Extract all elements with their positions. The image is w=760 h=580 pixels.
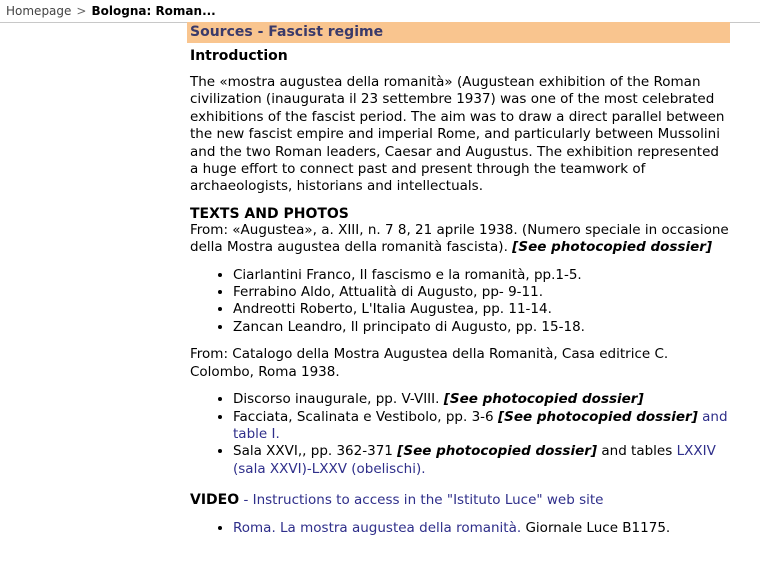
list-item: • Zancan Leandro, Il principato di Augusto, pp. 15-18. [233, 319, 730, 336]
tables-lxxiv-lxxv-link[interactable]: LXXIV (sala XXVI)-LXXV (obelischi). [233, 443, 716, 477]
catalogo-list [190, 391, 730, 478]
breadcrumb-home-link[interactable]: Homepage [6, 4, 72, 18]
breadcrumb-separator: > [76, 4, 87, 18]
list-item-text: Sala XXVI,, pp. 362-371 [233, 443, 393, 460]
breadcrumb-current: Bologna: Roman... [91, 4, 216, 18]
introduction-heading: Introduction [190, 48, 288, 64]
table-i-link[interactable]: and table I. [233, 408, 728, 442]
introduction-text: The «mostra augustea della romanità» (Augustean exhibition of the Roman civilization (inaugurata il 23 settembre 1937) was one of the most celebrated exhibitions of the fascist period. The aim was to draw a direct parallel between the new fascist empire and imperial Rome, and particularly between Mussolini and the two Roman leaders, Caesar and Augustus. The exhibition represented a huge effort to connect past and present through the teamwork of archaeologists, historians and intellectuals. [190, 74, 725, 195]
list-item-tail: Giornale Luce B1175. [525, 519, 671, 536]
dossier-note: [See photocopied dossier] [397, 443, 598, 460]
list-item: • Ferrabino Aldo, Attualità di Augusto, pp- 9-11. [233, 284, 730, 301]
list-item: • Ciarlantini Franco, Il fascismo e la romanità, pp.1-5. [233, 267, 730, 284]
augustea-articles-list [190, 267, 730, 337]
list-item: • Andreotti Roberto, L'Italia Augustea, pp. 11-14. [233, 301, 730, 318]
video-mostra-link[interactable]: Roma. La mostra augustea della romanità. [233, 519, 522, 536]
dossier-note: [See photocopied dossier] [512, 239, 713, 256]
dossier-note: [See photocopied dossier] [497, 408, 698, 425]
source-augustea-text: From: «Augustea», a. XIII, n. 7 8, 21 aprile 1938. (Numero speciale in occasione della Mostra augustea della romanità fascista). [190, 221, 729, 256]
istituto-luce-link[interactable]: Instructions to access in the "Istituto Luce" web site [252, 492, 604, 509]
list-item [233, 409, 730, 444]
dossier-note: [See photocopied dossier] [443, 391, 644, 408]
source-catalogo: From: Catalogo della Mostra Augustea della Romanità, Casa editrice C. Colombo, Roma 1938. [190, 346, 669, 380]
list-item [233, 443, 730, 478]
texts-photos-heading: TEXTS AND PHOTOS [190, 205, 349, 222]
section-header: Sources - Fascist regime [187, 22, 730, 43]
list-item-text: Facciata, Scalinata e Vestibolo, pp. 3-6 [233, 408, 494, 425]
main-content [190, 22, 730, 547]
video-line [190, 492, 730, 509]
video-heading: VIDEO [190, 492, 240, 509]
video-list [190, 520, 730, 537]
list-item-text: Discorso inaugurale, pp. V-VIII. [233, 391, 440, 408]
source-augustea [190, 222, 730, 257]
breadcrumb [0, 0, 760, 23]
list-item-tail: and tables [601, 443, 673, 460]
video-dash: - [243, 492, 249, 509]
list-item [233, 520, 730, 537]
list-item [233, 391, 730, 408]
